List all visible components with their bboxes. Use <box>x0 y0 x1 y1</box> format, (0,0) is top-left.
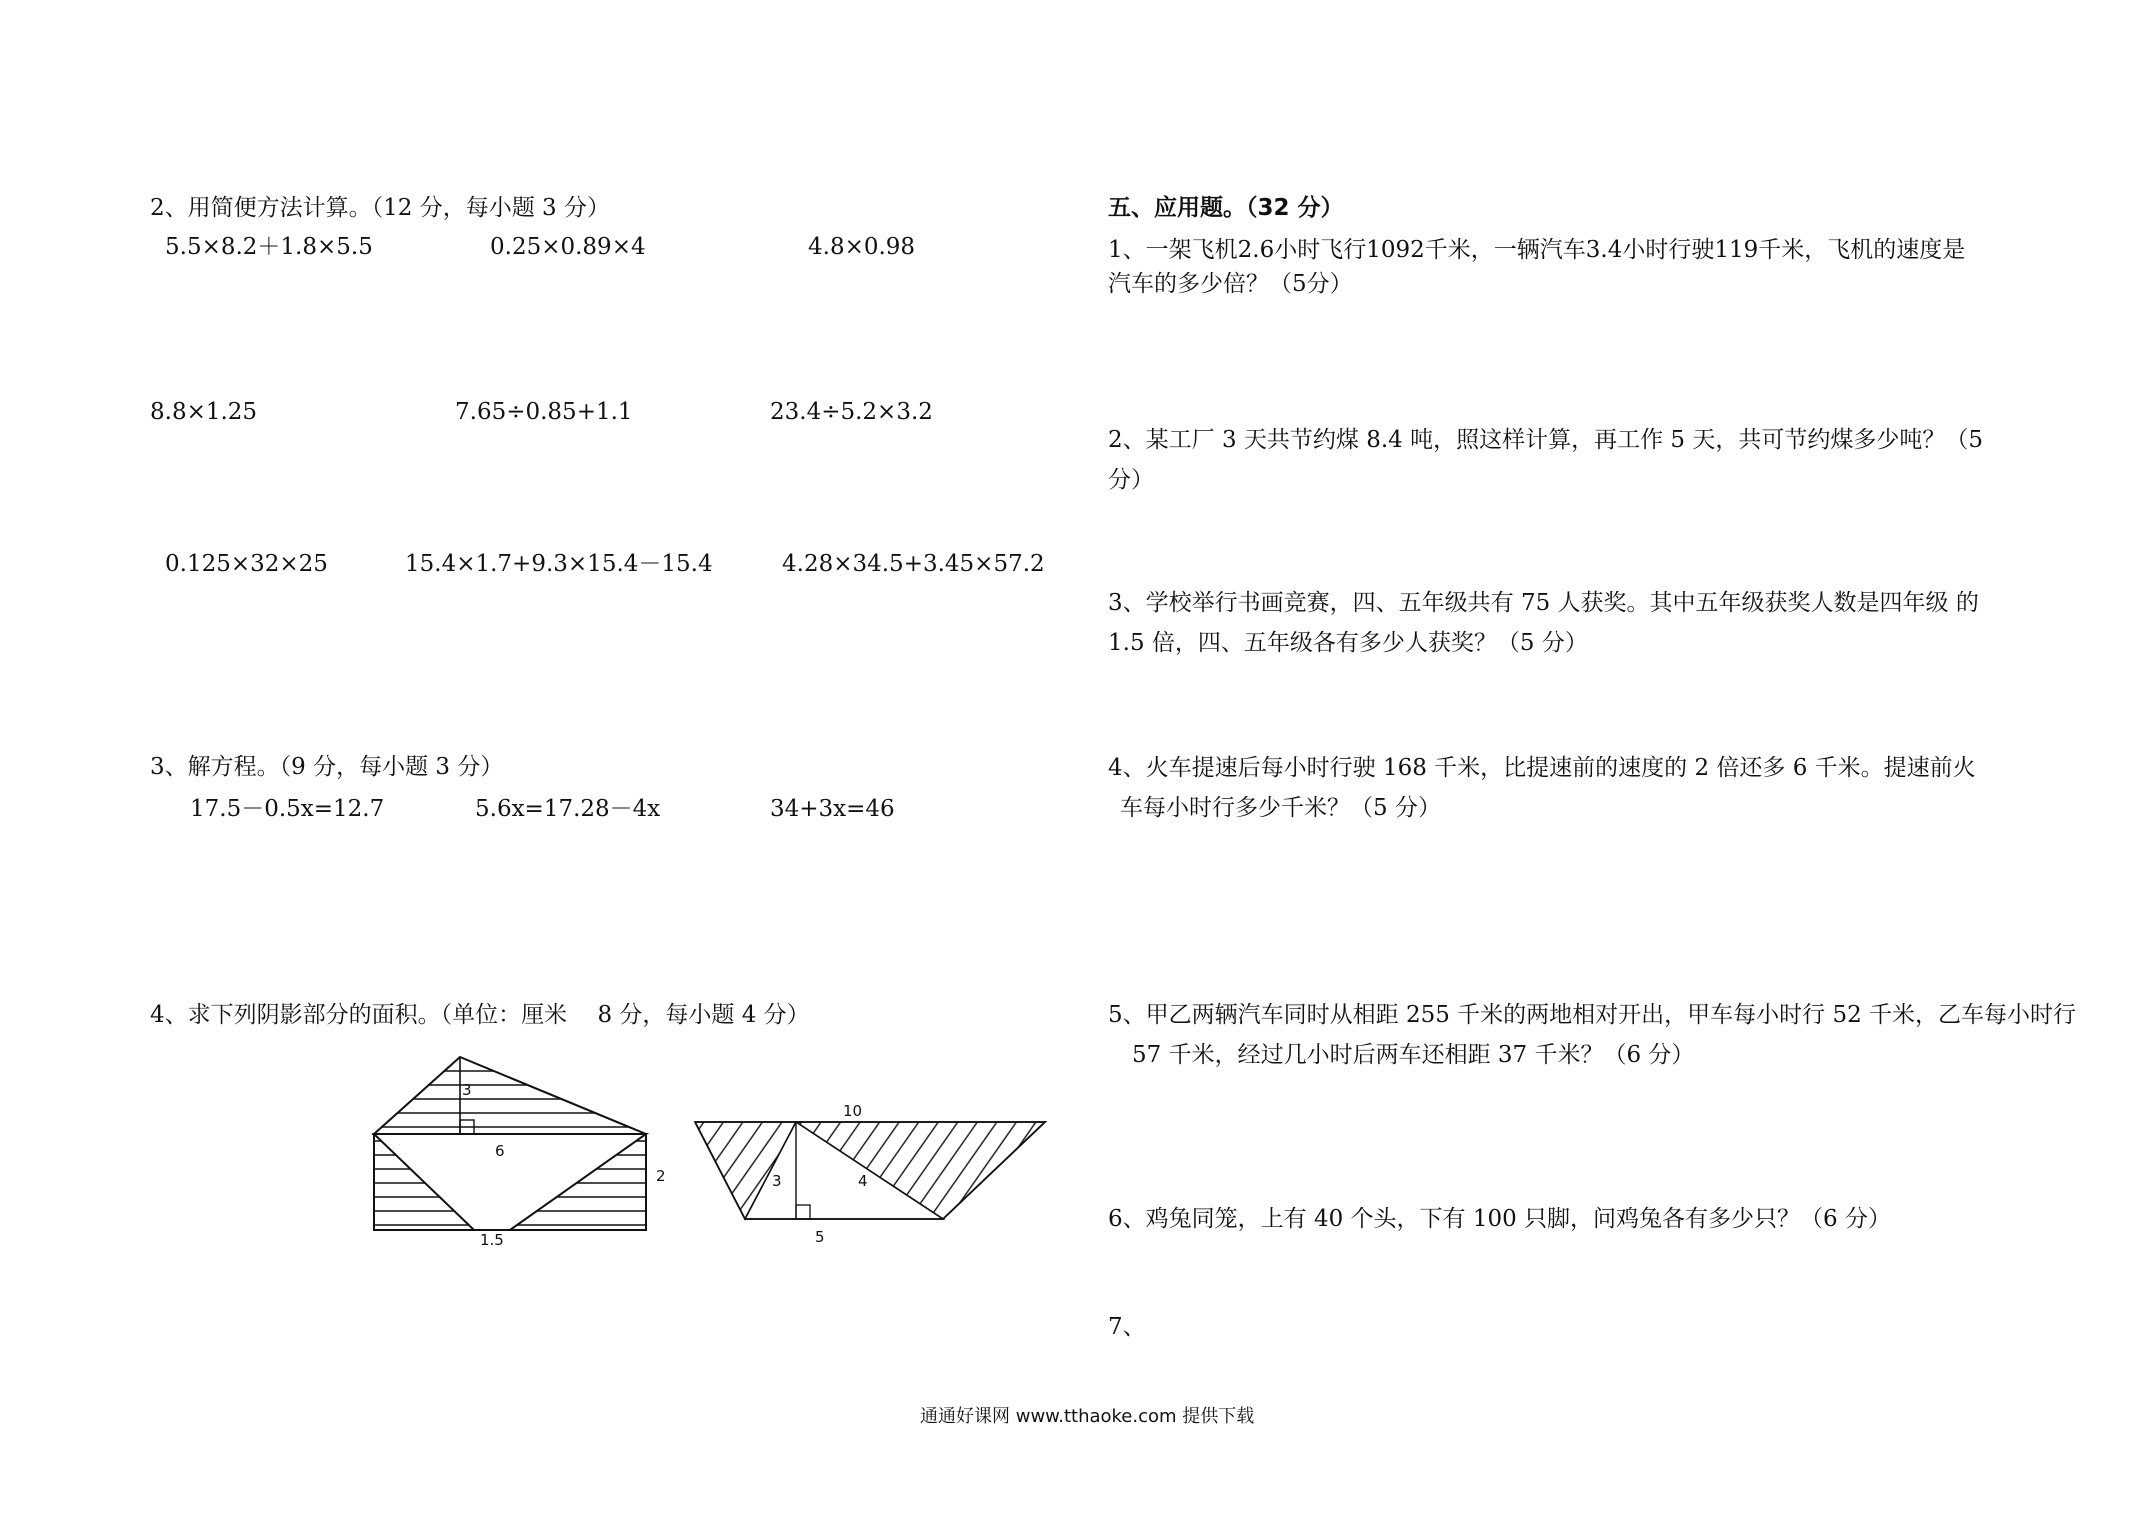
fig1-width-label: 6 <box>495 1142 505 1160</box>
shaded-figure-2 <box>690 1100 1060 1250</box>
q2-expr-4: 8.8×1.25 <box>150 399 258 425</box>
q2-expr-9: 4.28×34.5+3.45×57.2 <box>782 551 1045 577</box>
problem-6: 6、鸡兔同笼，上有 40 个头，下有 100 只脚，问鸡兔各有多少只？（6 分） <box>1108 1206 1891 1232</box>
section-five-heading: 五、应用题。（32 分） <box>1108 195 1344 221</box>
problem-2-line-1: 2、某工厂 3 天共节约煤 8.4 吨，照这样计算，再工作 5 天，共可节约煤多少吨？（5 <box>1108 427 1983 453</box>
fig1-height-label: 3 <box>462 1081 472 1099</box>
fig2-bottom-label: 5 <box>815 1228 825 1246</box>
problem-1-line-2: 汽车的多少倍？（5分） <box>1108 271 1353 297</box>
q2-expr-5: 7.65÷0.85+1.1 <box>455 399 633 425</box>
q2-expr-7: 0.125×32×25 <box>165 551 328 577</box>
q3-equation-1: 17.5－0.5x=12.7 <box>190 796 385 822</box>
fig1-bottom-label: 1.5 <box>480 1231 504 1249</box>
q3-equation-3: 34+3x=46 <box>770 796 895 822</box>
problem-4-line-2: 车每小时行多少千米？（5 分） <box>1120 795 1441 821</box>
q2-expr-8: 15.4×1.7+9.3×15.4－15.4 <box>405 551 713 577</box>
shaded-figure-1 <box>370 1050 670 1249</box>
q2-expr-3: 4.8×0.98 <box>808 234 916 260</box>
problem-3-line-1: 3、学校举行书画竞赛，四、五年级共有 75 人获奖。其中五年级获奖人数是四年级 的 <box>1108 590 1979 616</box>
q3-title: 3、解方程。（9 分，每小题 3 分） <box>150 754 504 780</box>
q3-equation-2: 5.6x=17.28－4x <box>475 796 661 822</box>
q2-expr-2: 0.25×0.89×4 <box>490 234 646 260</box>
fig1-side-label: 2 <box>656 1167 666 1185</box>
problem-4-line-1: 4、火车提速后每小时行驶 168 千米，比提速前的速度的 2 倍还多 6 千米。提速前火 <box>1108 755 1976 781</box>
fig2-height-label: 3 <box>772 1172 782 1190</box>
q4-title: 4、求下列阴影部分的面积。（单位：厘米 8 分，每小题 4 分） <box>150 1002 810 1028</box>
q2-title: 2、用简便方法计算。（12 分，每小题 3 分） <box>150 195 610 221</box>
problem-1-line-1: 1、一架飞机2.6小时飞行1092千米，一辆汽车3.4小时行驶119千米，飞机的速度是 <box>1108 237 1966 263</box>
problem-3-line-2: 1.5 倍，四、五年级各有多少人获奖？（5 分） <box>1108 630 1588 656</box>
problem-5-line-2: 57 千米，经过几小时后两车还相距 37 千米？（6 分） <box>1132 1042 1695 1068</box>
footer-source: 通通好课网 www.tthaoke.com 提供下载 <box>920 1406 1255 1427</box>
fig2-side-label: 4 <box>858 1172 868 1190</box>
fig2-top-label: 10 <box>843 1102 863 1120</box>
problem-2-line-2: 分） <box>1108 467 1154 493</box>
problem-5-line-1: 5、甲乙两辆汽车同时从相距 255 千米的两地相对开出，甲车每小时行 52 千米，乙车每小时行 <box>1108 1002 2077 1028</box>
q2-expr-6: 23.4÷5.2×3.2 <box>770 399 933 425</box>
problem-7: 7、 <box>1108 1314 1146 1340</box>
q2-expr-1: 5.5×8.2＋1.8×5.5 <box>165 234 373 260</box>
